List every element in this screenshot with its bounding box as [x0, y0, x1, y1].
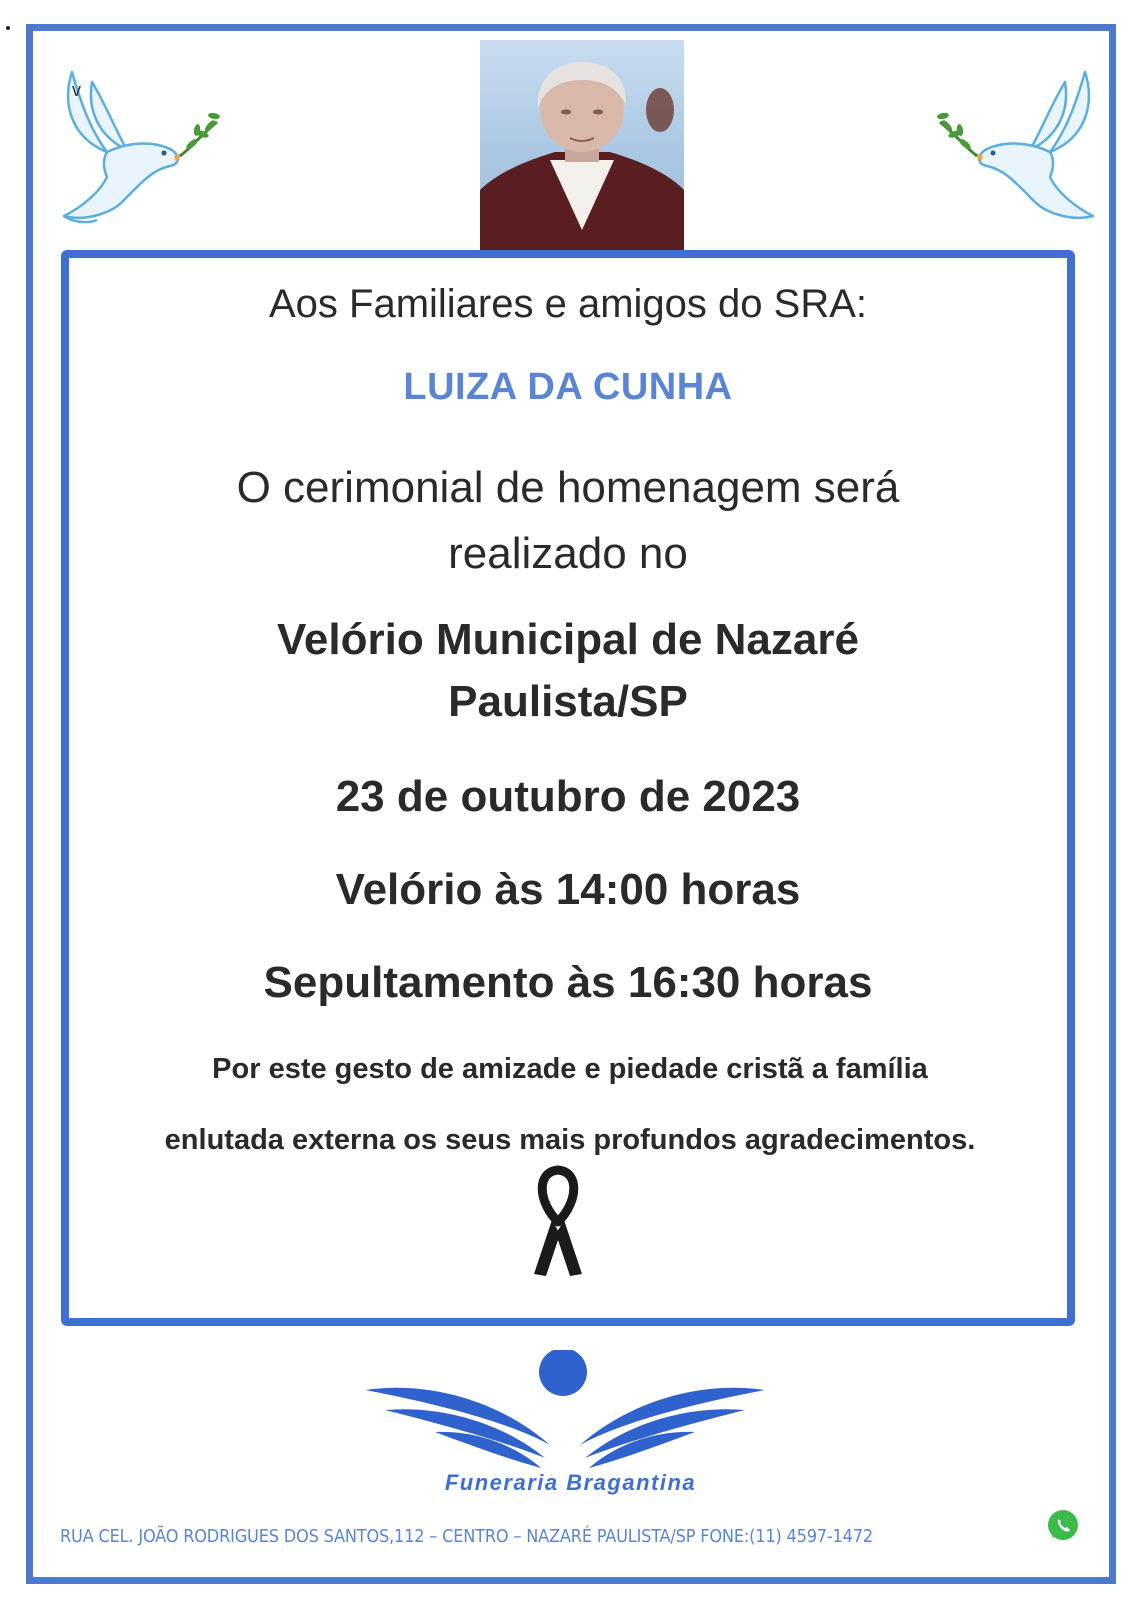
burial-time: Sepultamento às 16:30 horas [263, 958, 873, 1007]
ceremony-line-1: O cerimonial de homenagem será [236, 463, 900, 512]
greeting-text: Aos Familiares e amigos do SRA: [268, 282, 867, 326]
thanks-line-2: enlutada externa os seus mais profundos agradecimentos. [164, 1124, 976, 1156]
brand-name: Funeraria Bragantina [444, 1470, 697, 1495]
venue-text [61, 609, 1075, 733]
ceremony-date: 23 de outubro de 2023 [335, 772, 801, 821]
venue-line-2: Paulista/SP [448, 677, 688, 726]
thanks-line-1: Por este gesto de amizade e piedade cristã a família [212, 1053, 928, 1085]
ceremony-line-2: realizado no [448, 529, 688, 578]
stray-dot [6, 26, 10, 30]
mourning-ribbon-icon [528, 1162, 588, 1282]
deceased-name: LUIZA DA CUNHA [403, 366, 733, 408]
venue-line-1: Velório Municipal de Nazaré [277, 615, 859, 664]
portrait-photo [480, 40, 684, 257]
ceremony-text [61, 455, 1075, 587]
wake-time: Velório às 14:00 horas [335, 865, 801, 914]
whatsapp-icon [1046, 1508, 1080, 1542]
footer-address: RUA CEL. JOÃO RODRIGUES DOS SANTOS,112 – CENTRO – NAZARÉ PAULISTA/SP FONE:(11) 4597-1472 [60, 1526, 873, 1547]
funeraria-logo [365, 1350, 765, 1470]
corner-mark: v [72, 80, 81, 100]
dove-icon [925, 52, 1105, 238]
